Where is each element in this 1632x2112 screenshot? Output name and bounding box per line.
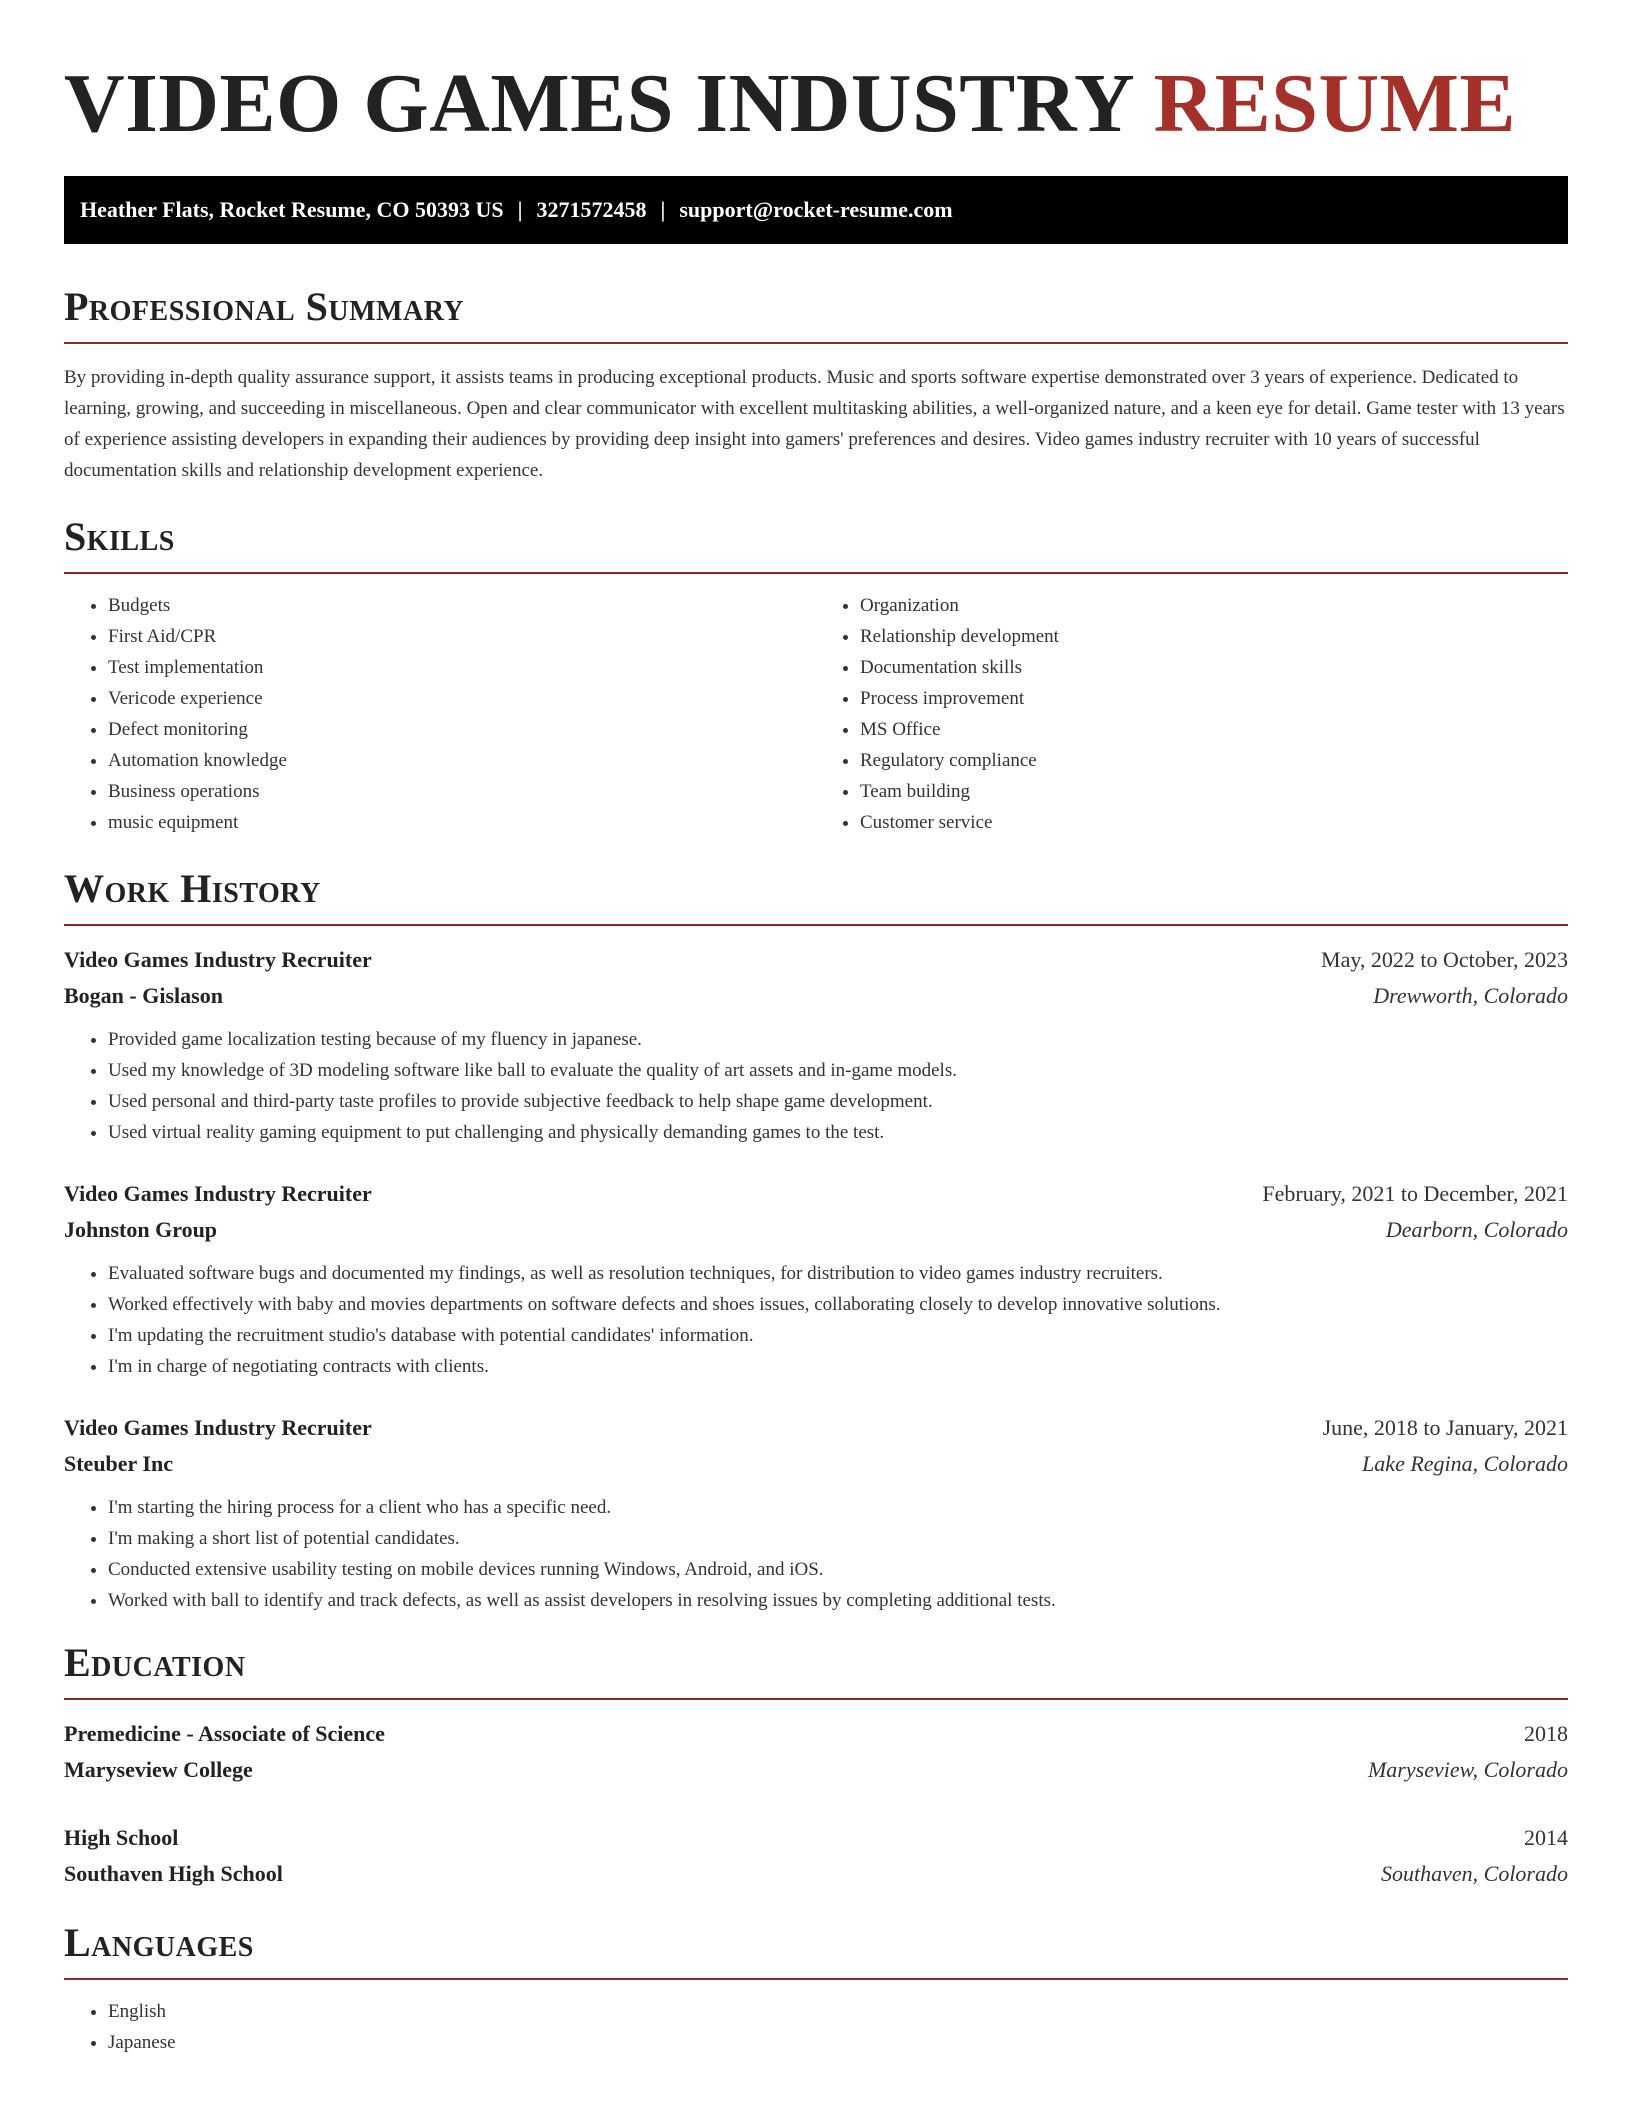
job-dates: June, 2018 to January, 2021 (1322, 1415, 1568, 1440)
education-location: Southaven, Colorado (1381, 1861, 1568, 1886)
skill-item: • Defect monitoring (108, 714, 816, 745)
job-company: Bogan - Gislason (64, 983, 223, 1008)
education-degree: High School (64, 1825, 179, 1850)
contact-email[interactable]: support@rocket-resume.com (679, 197, 953, 222)
job-entry (64, 942, 1568, 1148)
job-bullet: • I'm starting the hiring process for a client who has a specific need. (108, 1492, 1568, 1523)
education-degree-row (64, 1820, 1568, 1856)
job-entry (64, 1176, 1568, 1382)
skill-item: • Organization (860, 590, 1568, 621)
summary-text: By providing in-depth quality assurance support, it assists teams in producing exceptional products. Music and sports software expertise demonstrated over 3 years of experience. Dedicated to learning, growing, and succeeding in miscellaneous. Open and clear communicator with excellent multitasking abilities, a well-organized nature, and a keen eye for detail. Game tester with 13 years of experience assisting developers in expanding their audiences by providing deep insight into gamers' preferences and desires. Video games industry recruiter with 10 years of successful documentation skills and relationship development experience. (64, 367, 1565, 481)
title-accent: RESUME (1153, 57, 1516, 150)
job-company-row (64, 1212, 1568, 1248)
languages-list (64, 1996, 1568, 2058)
skills-list (64, 590, 1568, 838)
job-bullets (64, 1024, 1568, 1148)
section-divider (64, 1978, 1568, 1980)
language-item: • Japanese (108, 2027, 1568, 2058)
job-bullet: • Used virtual reality gaming equipment to put challenging and physically demanding games to the test. (108, 1117, 1568, 1148)
skill-item: • First Aid/CPR (108, 621, 816, 652)
contact-separator: | (660, 197, 666, 222)
skill-item: • Customer service (860, 807, 1568, 838)
summary-heading: Professional Summary (64, 284, 465, 329)
skill-item: • Test implementation (108, 652, 816, 683)
skills-column-right (816, 590, 1568, 838)
skill-item: • MS Office (860, 714, 1568, 745)
education-entry (64, 1716, 1568, 1788)
job-bullet: • I'm making a short list of potential candidates. (108, 1523, 1568, 1554)
work-section (64, 866, 1568, 1616)
work-heading: Work History (64, 866, 321, 911)
education-section (64, 1640, 1568, 1892)
section-divider (64, 342, 1568, 344)
education-entry (64, 1820, 1568, 1892)
language-item: • English (108, 1996, 1568, 2027)
skills-section (64, 514, 1568, 838)
skill-item: • Budgets (108, 590, 816, 621)
skill-item: • Team building (860, 776, 1568, 807)
languages-heading: Languages (64, 1920, 254, 1965)
skill-item: • Regulatory compliance (860, 745, 1568, 776)
section-divider (64, 924, 1568, 926)
job-bullet: • Conducted extensive usability testing on mobile devices running Windows, Android, and iOS. (108, 1554, 1568, 1585)
job-bullet: • Used personal and third-party taste profiles to provide subjective feedback to help shape game development. (108, 1086, 1568, 1117)
contact-separator: | (517, 197, 523, 222)
education-school: Maryseview College (64, 1757, 253, 1782)
job-dates: February, 2021 to December, 2021 (1262, 1181, 1568, 1206)
job-header-row (64, 942, 1568, 978)
skill-item: • Automation knowledge (108, 745, 816, 776)
contact-phone: 3271572458 (536, 197, 647, 222)
title-main: VIDEO GAMES INDUSTRY (64, 57, 1133, 150)
skills-column-left (64, 590, 816, 838)
job-location: Dearborn, Colorado (1385, 1217, 1568, 1242)
job-title: Video Games Industry Recruiter (64, 947, 372, 972)
job-dates: May, 2022 to October, 2023 (1321, 947, 1568, 972)
job-company-row (64, 978, 1568, 1014)
job-title: Video Games Industry Recruiter (64, 1181, 372, 1206)
section-divider (64, 572, 1568, 574)
contact-address: Heather Flats, Rocket Resume, CO 50393 US (80, 197, 504, 222)
job-bullets (64, 1258, 1568, 1382)
job-bullet: • Worked effectively with baby and movies departments on software defects and shoes issues, collaborating closely to develop innovative solutions. (108, 1289, 1568, 1320)
job-bullet: • Worked with ball to identify and track defects, as well as assist developers in resolving issues by completing additional tests. (108, 1585, 1568, 1616)
education-location: Maryseview, Colorado (1367, 1757, 1568, 1782)
skill-item: • Documentation skills (860, 652, 1568, 683)
job-title: Video Games Industry Recruiter (64, 1415, 372, 1440)
job-company: Steuber Inc (64, 1451, 173, 1476)
education-year: 2018 (1524, 1721, 1568, 1746)
skill-item: • Business operations (108, 776, 816, 807)
skills-heading: Skills (64, 514, 175, 559)
summary-section (64, 284, 1568, 486)
skill-item: • Relationship development (860, 621, 1568, 652)
job-bullet: • Evaluated software bugs and documented my findings, as well as resolution techniques, for distribution to video games industry recruiters. (108, 1258, 1568, 1289)
education-school: Southaven High School (64, 1861, 283, 1886)
job-company-row (64, 1446, 1568, 1482)
resume-title (64, 0, 1568, 176)
education-degree: Premedicine - Associate of Science (64, 1721, 385, 1746)
education-year: 2014 (1524, 1825, 1568, 1850)
education-heading: Education (64, 1640, 246, 1685)
skill-item: • Process improvement (860, 683, 1568, 714)
job-header-row (64, 1176, 1568, 1212)
skill-item: • Vericode experience (108, 683, 816, 714)
job-location: Drewworth, Colorado (1373, 983, 1568, 1008)
job-entry (64, 1410, 1568, 1616)
languages-section (64, 1920, 1568, 2058)
skill-item: • music equipment (108, 807, 816, 838)
contact-bar (64, 176, 1568, 244)
job-bullet: • I'm updating the recruitment studio's database with potential candidates' information. (108, 1320, 1568, 1351)
job-bullet: • Provided game localization testing because of my fluency in japanese. (108, 1024, 1568, 1055)
job-header-row (64, 1410, 1568, 1446)
education-degree-row (64, 1716, 1568, 1752)
education-school-row (64, 1752, 1568, 1788)
job-bullet: • I'm in charge of negotiating contracts with clients. (108, 1351, 1568, 1382)
job-location: Lake Regina, Colorado (1362, 1451, 1568, 1476)
section-divider (64, 1698, 1568, 1700)
job-bullets (64, 1492, 1568, 1616)
education-school-row (64, 1856, 1568, 1892)
job-company: Johnston Group (64, 1217, 218, 1242)
job-bullet: • Used my knowledge of 3D modeling software like ball to evaluate the quality of art assets and in-game models. (108, 1055, 1568, 1086)
